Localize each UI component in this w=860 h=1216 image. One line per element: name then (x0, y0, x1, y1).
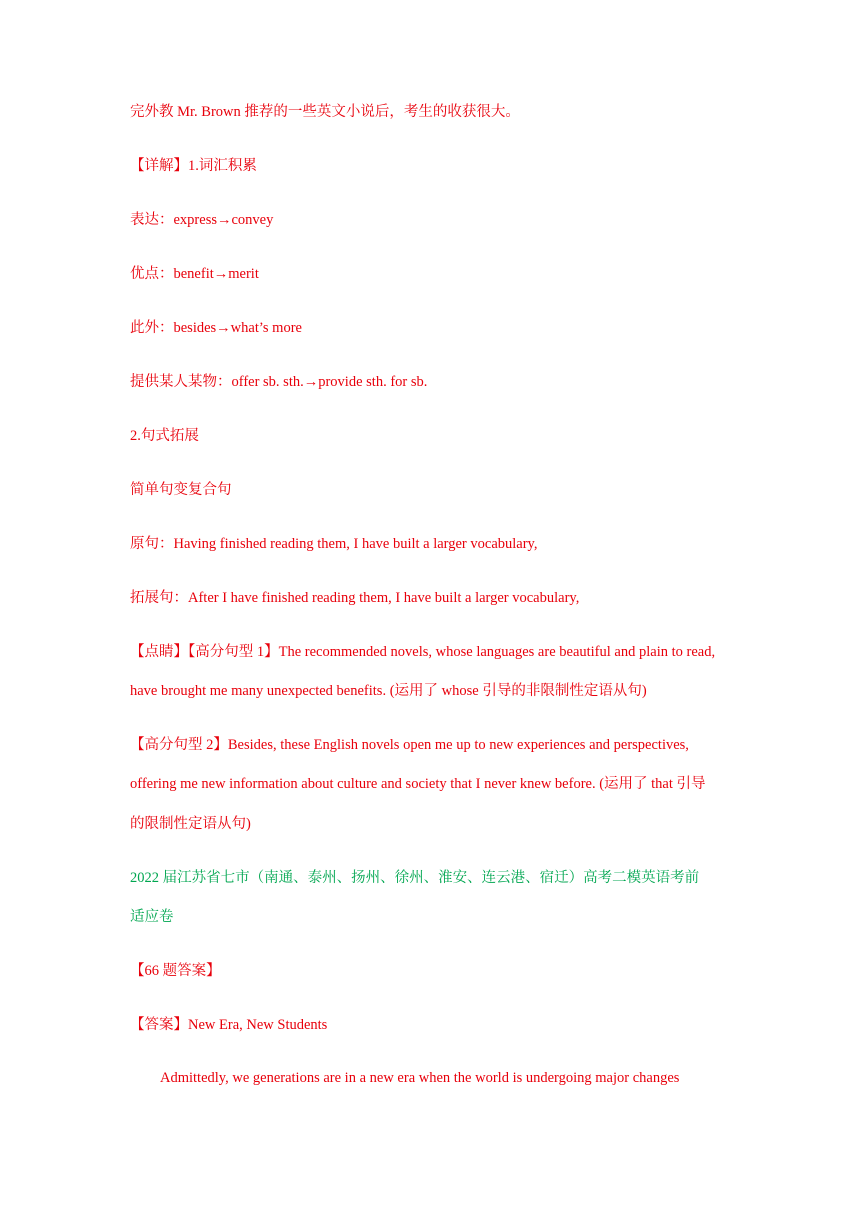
question-answer-heading: 【66 题答案】 (130, 963, 221, 979)
vocab-item: 提供某人某物：offer sb. sth.→provide sth. for sb. (130, 374, 428, 390)
essay-first-line: Admittedly, we generations are in a new era when the world is undergoing major changes (160, 1070, 680, 1086)
highlight-pattern-1-cont: have brought me many unexpected benefits. (运用了 whose 引导的非限制性定语从句) (130, 683, 647, 699)
exam-source-title-cont: 适应卷 (130, 909, 174, 925)
vocab-item: 此外：besides→what’s more (130, 320, 302, 336)
vocab-item: 优点：benefit→merit (130, 266, 259, 282)
subsection-heading: 简单句变复合句 (130, 482, 232, 498)
answer-title: 【答案】New Era, New Students (130, 1017, 328, 1033)
section-heading: 2.句式拓展 (130, 428, 199, 444)
paragraph-line: 完外教 Mr. Brown 推荐的一些英文小说后，考生的收获很大。 (130, 104, 520, 120)
detail-heading: 【详解】1.词汇积累 (130, 158, 257, 174)
exam-source-title: 2022 届江苏省七市（南通、泰州、扬州、徐州、淮安、连云港、宿迁）高考二模英语考前 (130, 870, 700, 886)
highlight-pattern-2-cont: offering me new information about culture and society that I never knew before. (运用了 that 引导 (130, 776, 706, 792)
extended-sentence: 拓展句：After I have finished reading them, I have built a larger vocabulary, (130, 590, 580, 606)
original-sentence: 原句：Having finished reading them, I have built a larger vocabulary, (130, 536, 538, 552)
highlight-pattern-2: 【高分句型 2】Besides, these English novels open me up to new experiences and perspectives, (130, 737, 689, 753)
highlight-pattern-1: 【点睛】【高分句型 1】The recommended novels, whose languages are beautiful and plain to read, (130, 644, 716, 660)
highlight-pattern-2-end: 的限制性定语从句) (130, 816, 251, 832)
vocab-item: 表达：express→convey (130, 212, 274, 228)
